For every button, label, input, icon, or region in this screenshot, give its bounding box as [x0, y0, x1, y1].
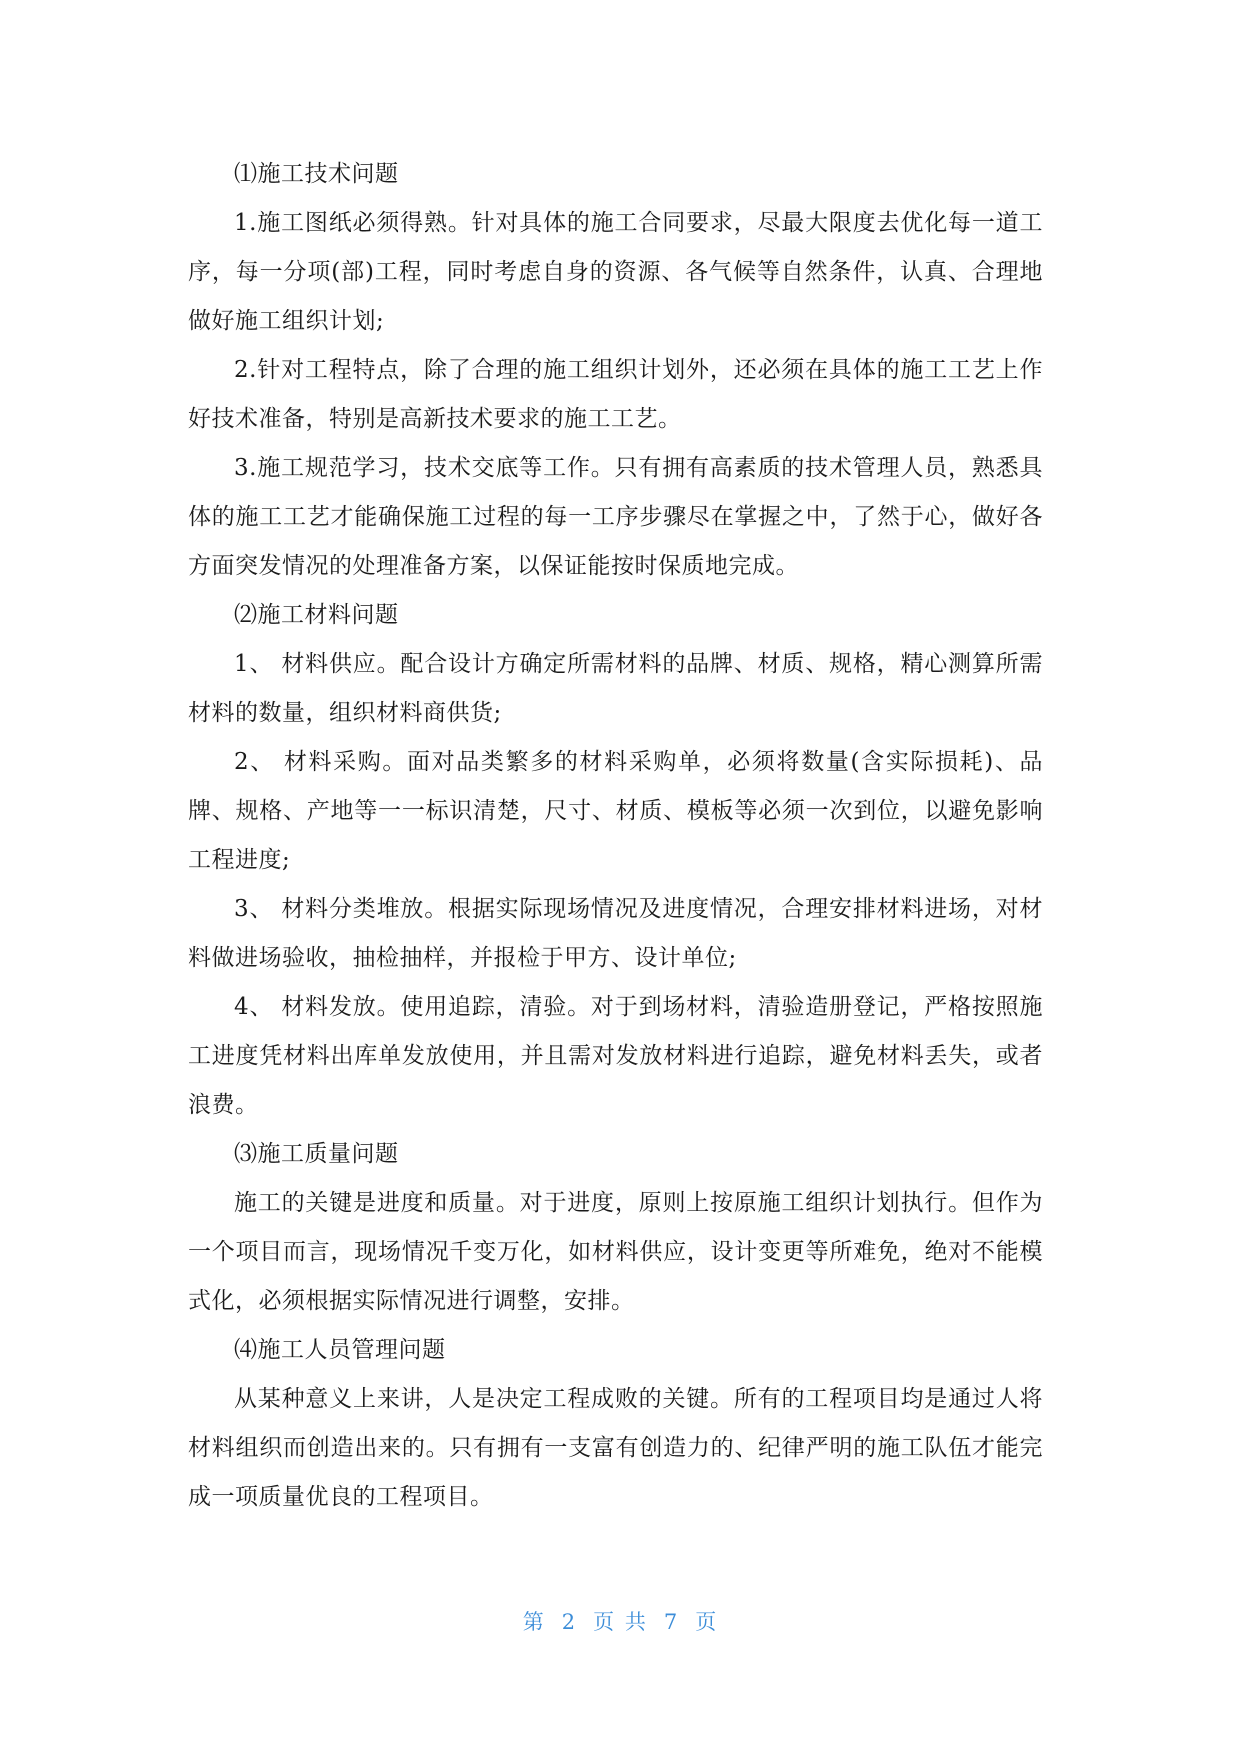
paragraph-7: 4、 材料发放。使用追踪，清验。对于到场材料，清验造册登记，严格按照施工进度凭材料出库单发放使用，并且需对发放材料进行追踪，避免材料丢失，或者浪费。: [188, 994, 1043, 1118]
section-heading-3: ⑶施工质量问题: [234, 1141, 399, 1167]
section-heading-1: ⑴施工技术问题: [234, 161, 399, 187]
paragraph-3: 3.施工规范学习，技术交底等工作。只有拥有高素质的技术管理人员，熟悉具体的施工工艺才能确保施工过程的每一工序步骤尽在掌握之中，了然于心，做好各方面突发情况的处理准备方案，以保证能按时保质地完成。: [188, 455, 1043, 579]
paragraph-5: 2、 材料采购。面对品类繁多的材料采购单，必须将数量(含实际损耗)、品牌、规格、产地等一一标识清楚，尺寸、材质、模板等必须一次到位，以避免影响工程进度;: [188, 749, 1043, 873]
footer-page-number: 2: [561, 1610, 578, 1634]
paragraph-2: 2.针对工程特点，除了合理的施工组织计划外，还必须在具体的施工工艺上作好技术准备，特别是高新技术要求的施工工艺。: [188, 357, 1043, 432]
paragraph-1: 1.施工图纸必须得熟。针对具体的施工合同要求，尽最大限度去优化每一道工序，每一分项(部)工程，同时考虑自身的资源、各气候等自然条件，认真、合理地做好施工组织计划;: [188, 210, 1043, 334]
document-body: [188, 150, 1043, 1522]
page-footer: [0, 1606, 1241, 1636]
section-heading-2: ⑵施工材料问题: [234, 602, 399, 628]
footer-middle: 页 共: [593, 1610, 648, 1634]
section-heading-4: ⑷施工人员管理问题: [234, 1337, 446, 1363]
footer-suffix: 页: [695, 1610, 719, 1634]
paragraph-4: 1、 材料供应。配合设计方确定所需材料的品牌、材质、规格，精心测算所需材料的数量，组织材料商供货;: [188, 651, 1043, 726]
paragraph-9: 从某种意义上来讲，人是决定工程成败的关键。所有的工程项目均是通过人将材料组织而创造出来的。只有拥有一支富有创造力的、纪律严明的施工队伍才能完成一项质量优良的工程项目。: [188, 1386, 1043, 1510]
footer-total-pages: 7: [663, 1610, 680, 1634]
paragraph-6: 3、 材料分类堆放。根据实际现场情况及进度情况，合理安排材料进场，对材料做进场验收，抽检抽样，并报检于甲方、设计单位;: [188, 896, 1043, 971]
paragraph-8: 施工的关键是进度和质量。对于进度，原则上按原施工组织计划执行。但作为一个项目而言，现场情况千变万化，如材料供应，设计变更等所难免，绝对不能模式化，必须根据实际情况进行调整，安排。: [188, 1190, 1043, 1314]
footer-prefix: 第: [522, 1610, 546, 1634]
